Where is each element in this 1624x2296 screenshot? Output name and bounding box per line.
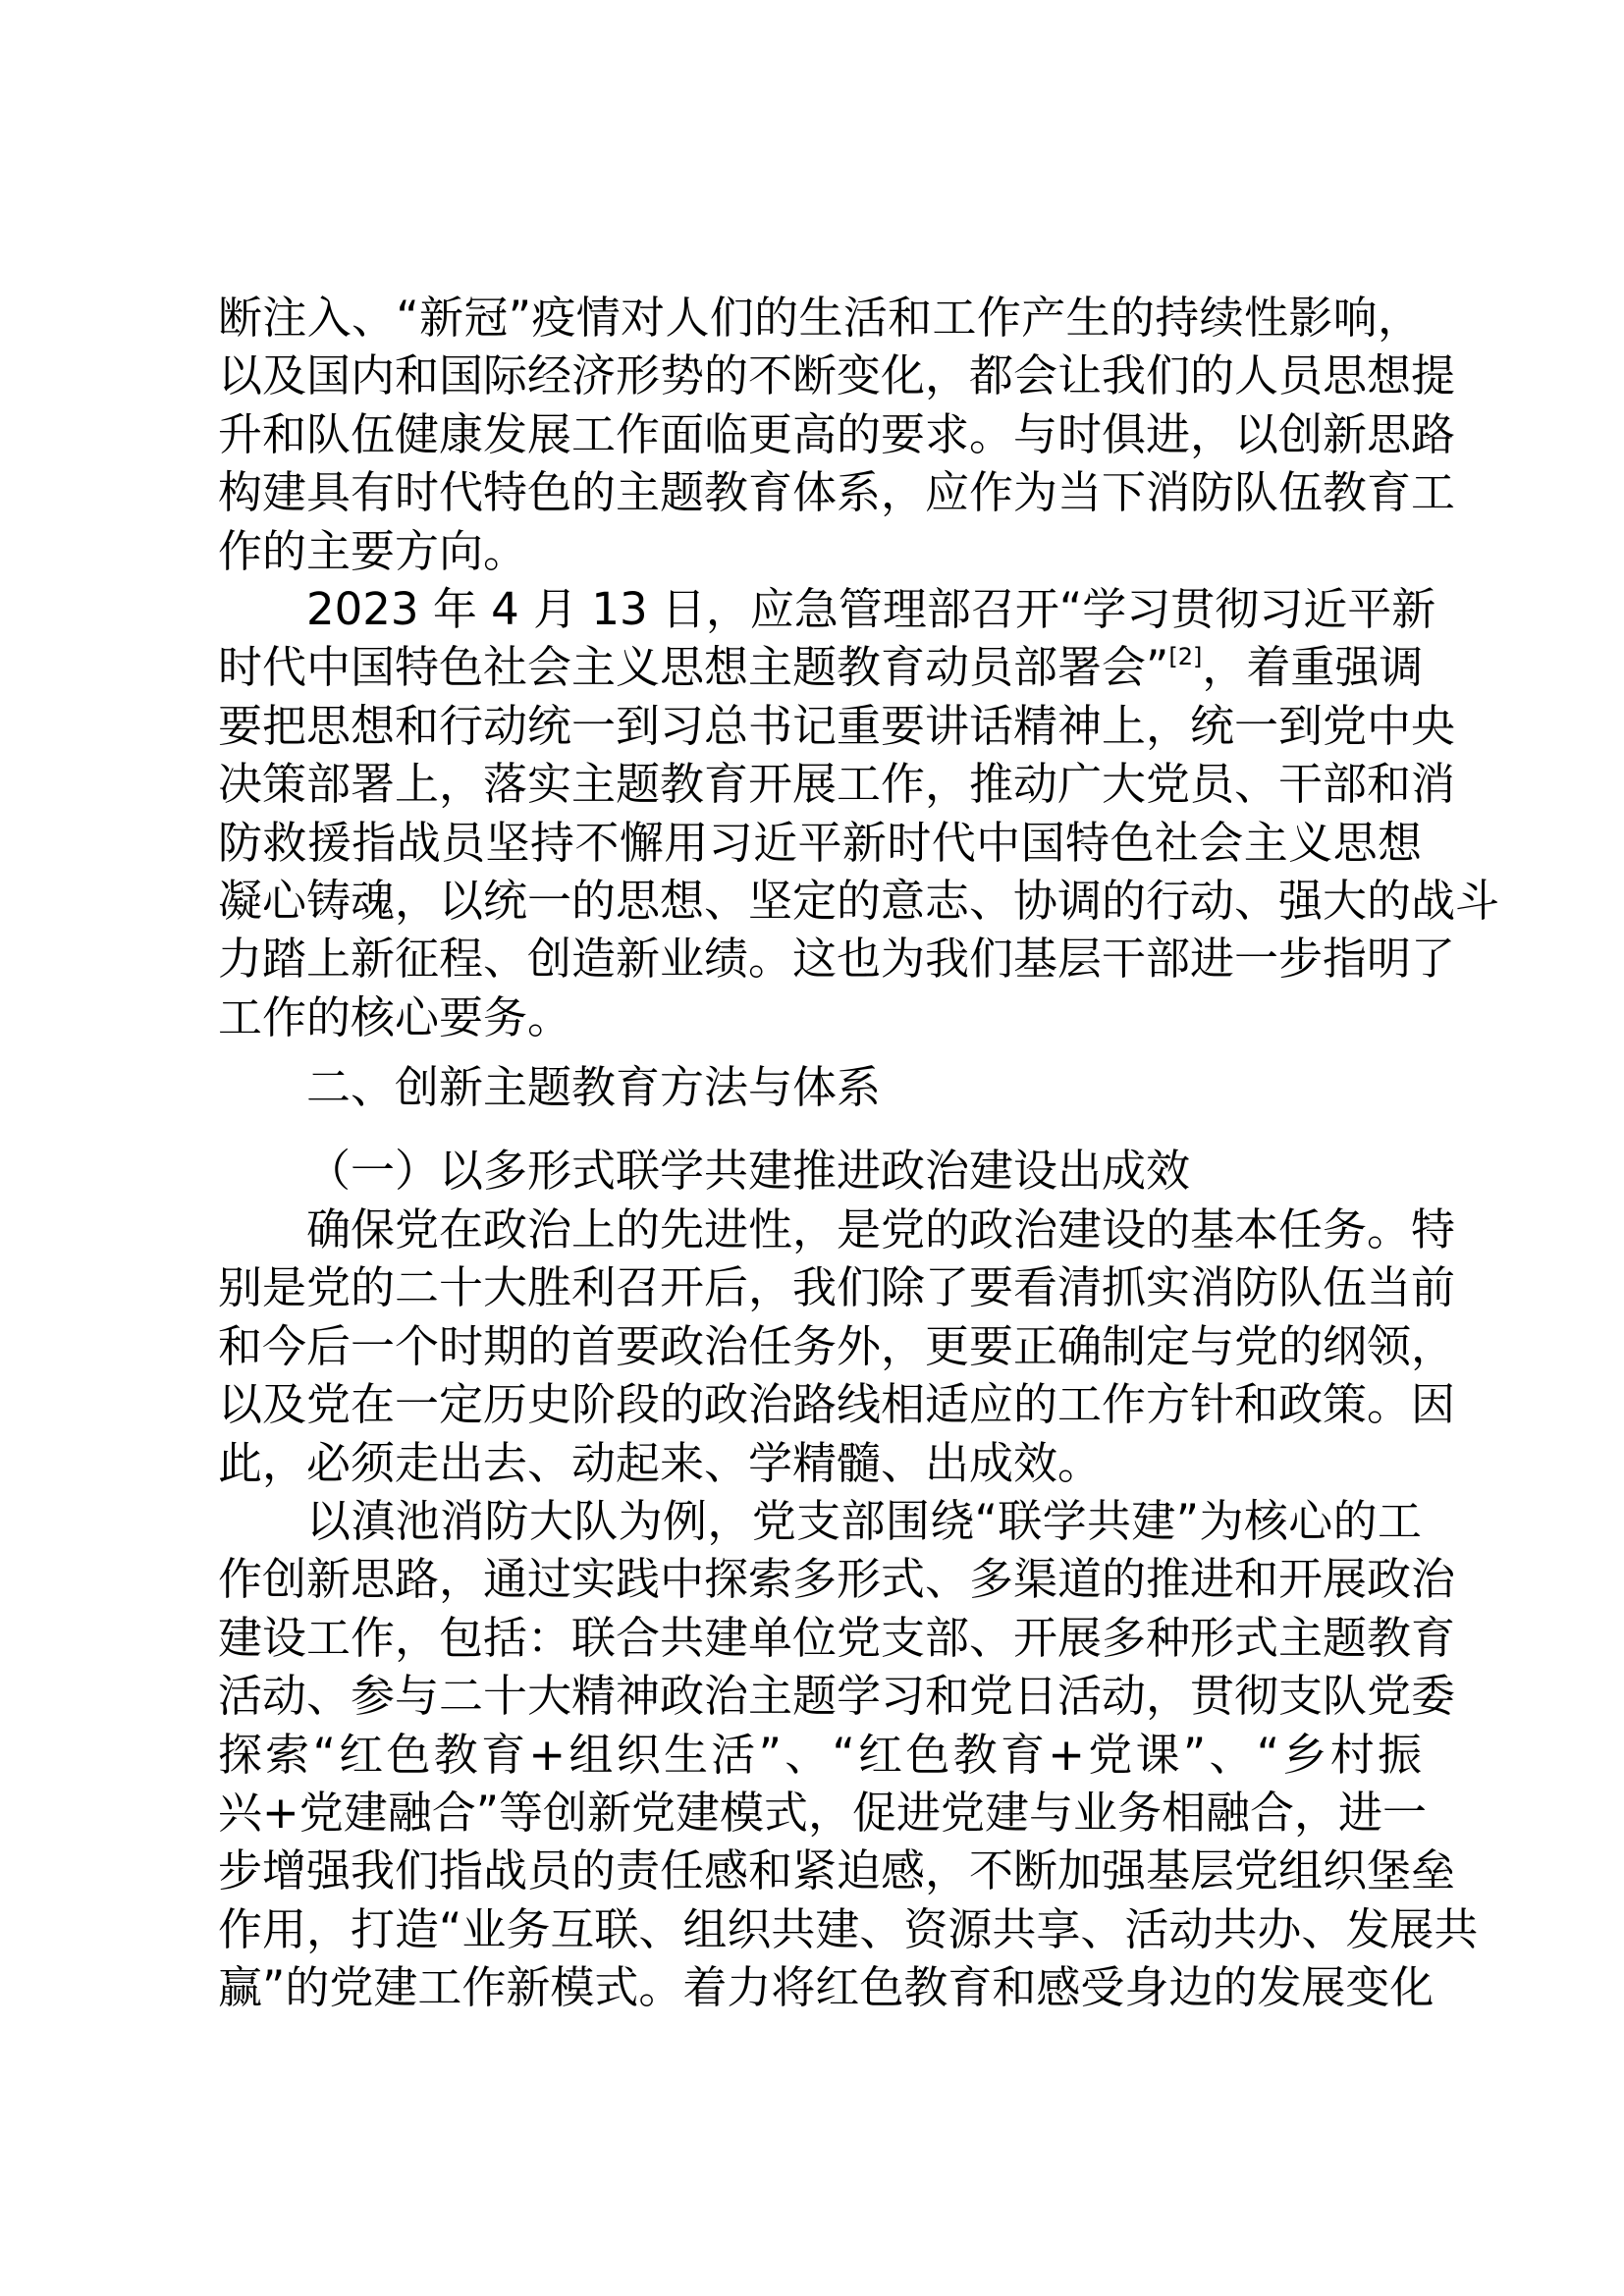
text-segment: 时代中国特色社会主义思想主题教育动员部署会” bbox=[218, 641, 1169, 694]
text-line: （一）以多形式联学共建推进政治建设出成效 bbox=[306, 1145, 1191, 1197]
text-line: 升和队伍健康发展工作面临更高的要求。与时俱进，以创新思路 bbox=[218, 407, 1456, 460]
text-line: 断注入、“新冠”疫情对人们的生活和工作产生的持续性影响， bbox=[218, 292, 1422, 344]
text-line: 作创新思路，通过实践中探索多形式、多渠道的推进和开展政治 bbox=[218, 1553, 1456, 1606]
text-line: 此，必须走出去、动起来、学精髓、出成效。 bbox=[218, 1436, 1103, 1489]
text-line: 探索“红色教育+组织生活”、“红色教育+党课”、“乡村振 bbox=[218, 1728, 1422, 1781]
text-line: 以及国内和国际经济形势的不断变化，都会让我们的人员思想提 bbox=[218, 349, 1456, 402]
text-line: 以滇池消防大队为例，党支部围绕“联学共建”为核心的工 bbox=[306, 1495, 1422, 1547]
text-line: 力踏上新征程、创造新业绩。这也为我们基层干部进一步指明了 bbox=[218, 933, 1456, 986]
text-line: 作用，打造“业务互联、组织共建、资源共享、活动共办、发展共 bbox=[218, 1902, 1479, 1955]
text-line: 赢”的党建工作新模式。着力将红色教育和感受身边的发展变化 bbox=[218, 1961, 1435, 2014]
text-line: 建设工作，包括：联合共建单位党支部、开展多种形式主题教育 bbox=[218, 1611, 1456, 1664]
text-line: 和今后一个时期的首要政治任务外，更要正确制定与党的纲领， bbox=[218, 1319, 1456, 1372]
text-line: 作的主要方向。 bbox=[218, 524, 528, 577]
text-line: 构建具有时代特色的主题教育体系，应作为当下消防队伍教育工 bbox=[218, 466, 1456, 519]
text-line: 二、创新主题教育方法与体系 bbox=[306, 1061, 882, 1113]
text-line: 决策部署上，落实主题教育开展工作，推动广大党员、干部和消 bbox=[218, 758, 1456, 811]
text-line: 兴+党建融合”等创新党建模式，促进党建与业务相融合，进一 bbox=[218, 1787, 1428, 1839]
text-line: 以及党在一定历史阶段的政治路线相适应的工作方针和政策。因 bbox=[218, 1378, 1456, 1431]
text-line: 别是党的二十大胜利召开后，我们除了要看清抓实消防队伍当前 bbox=[218, 1261, 1456, 1314]
text-line: 凝心铸魂，以统一的思想、坚定的意志、协调的行动、强大的战斗 bbox=[218, 875, 1500, 927]
text-line: 活动、参与二十大精神政治主题学习和党日活动，贯彻支队党委 bbox=[218, 1670, 1456, 1723]
text-line: 防救援指战员坚持不懈用习近平新时代中国特色社会主义思想 bbox=[218, 816, 1422, 869]
text-segment: ，着重强调 bbox=[1202, 641, 1424, 694]
citation-superscript: [2] bbox=[1168, 643, 1203, 671]
text-line: 要把思想和行动统一到习总书记重要讲话精神上，统一到党中央 bbox=[218, 699, 1456, 752]
text-line: 2023 年 4 月 13 日，应急管理部召开“学习贯彻习近平新 bbox=[306, 583, 1436, 635]
text-line: 步增强我们指战员的责任感和紧迫感，不断加强基层党组织堡垒 bbox=[218, 1844, 1456, 1897]
text-line bbox=[218, 638, 1422, 697]
text-line: 工作的核心要务。 bbox=[218, 990, 572, 1043]
text-line: 确保党在政治上的先进性，是党的政治建设的基本任务。特 bbox=[306, 1203, 1456, 1255]
